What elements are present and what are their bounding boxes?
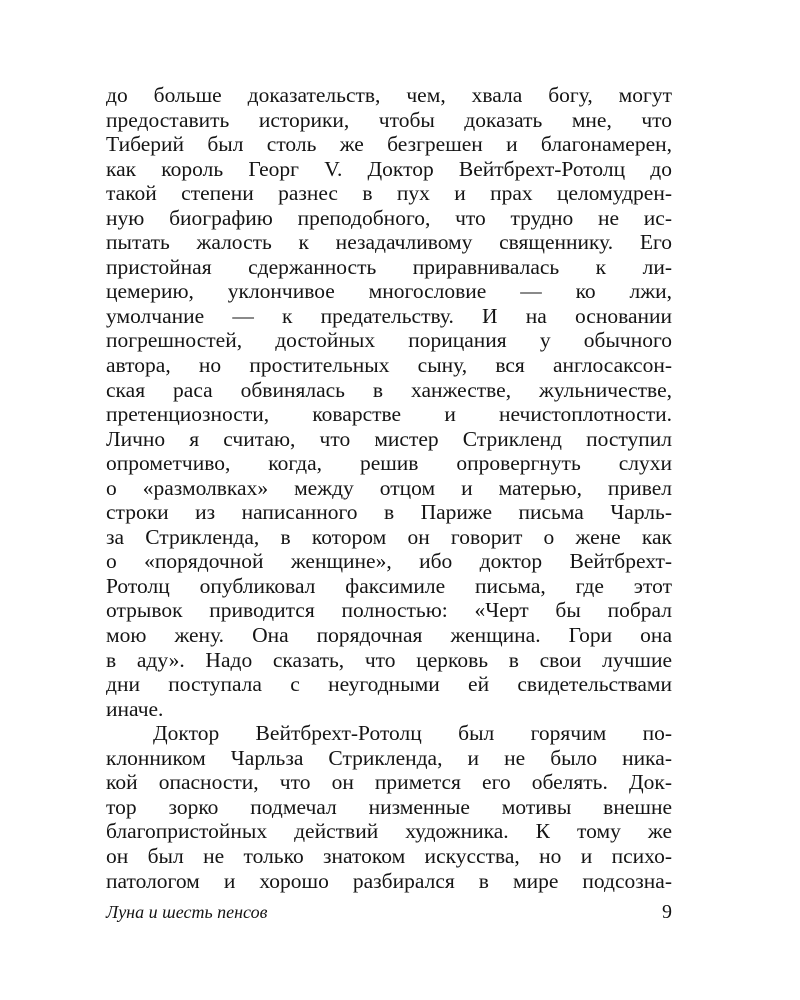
text-line: погрешностей, достойных порицания у обычного (106, 328, 672, 353)
text-line: патологом и хорошо разбирался в мире подсозна- (106, 868, 672, 893)
text-line: Доктор Вейтбрехт-Ротолц был горячим по- (153, 721, 672, 746)
text-line: ную биографию преподобного, что трудно не ис- (106, 205, 672, 230)
text-line: дни поступала с неугодными ей свидетельствами (106, 672, 672, 697)
text-line: Ротолц опубликовал факсимиле письма, где этот (106, 573, 672, 598)
text-line: ская раса обвинялась в ханжестве, жульничестве, (106, 377, 672, 402)
text-line: Лично я считаю, что мистер Стрикленд поступил (106, 426, 672, 451)
text-line: о «размолвках» между отцом и матерью, привел (106, 475, 672, 500)
text-line: умолчание — к предательству. И на основании (106, 303, 672, 328)
text-line: о «порядочной женщине», ибо доктор Вейтбрехт- (106, 549, 672, 574)
text-line: пытать жалость к незадачливому священнику. Его (106, 230, 672, 255)
text-line: опрометчиво, когда, решив опровергнуть слухи (106, 451, 672, 476)
text-line: мою жену. Она порядочная женщина. Гори она (106, 623, 672, 648)
text-line: в аду». Надо сказать, что церковь в свои лучшие (106, 647, 672, 672)
text-line: строки из написанного в Париже письма Чарль- (106, 500, 672, 525)
body-text (106, 83, 672, 893)
text-line: благопристойных действий художника. К тому же (106, 819, 672, 844)
text-line: до больше доказательств, чем, хвала богу, могут (106, 83, 672, 107)
running-title: Луна и шесть пенсов (106, 902, 268, 922)
text-line: тор зорко подмечал низменные мотивы внешне (106, 794, 672, 819)
page-number: 9 (662, 901, 672, 923)
text-line: автора, но простительных сыну, вся англосаксон- (106, 353, 672, 378)
text-line: такой степени разнес в пух и прах целомудрен- (106, 181, 672, 206)
text-line: предоставить историки, чтобы доказать мне, что (106, 107, 672, 132)
text-line: кой опасности, что он примется его обелять. Док- (106, 770, 672, 795)
text-line: он был не только знатоком искусства, но и психо- (106, 843, 672, 868)
text-line: пристойная сдержанность приравнивалась к ли- (106, 254, 672, 279)
page-footer (106, 899, 672, 925)
text-line: претенциозности, коварстве и нечистоплотности. (106, 402, 672, 427)
text-line: Тиберий был столь же безгрешен и благонамерен, (106, 132, 672, 157)
text-line: отрывок приводится полностью: «Черт бы побрал (106, 598, 672, 623)
text-line: клонником Чарльза Стрикленда, и не было ника- (106, 745, 672, 770)
text-line: цемерию, уклончивое многословие — ко лжи, (106, 279, 672, 304)
text-line: за Стрикленда, в котором он говорит о жене как (106, 524, 672, 549)
text-line: как король Георг V. Доктор Вейтбрехт-Ротолц до (106, 156, 672, 181)
text-line: иначе. (106, 696, 164, 721)
